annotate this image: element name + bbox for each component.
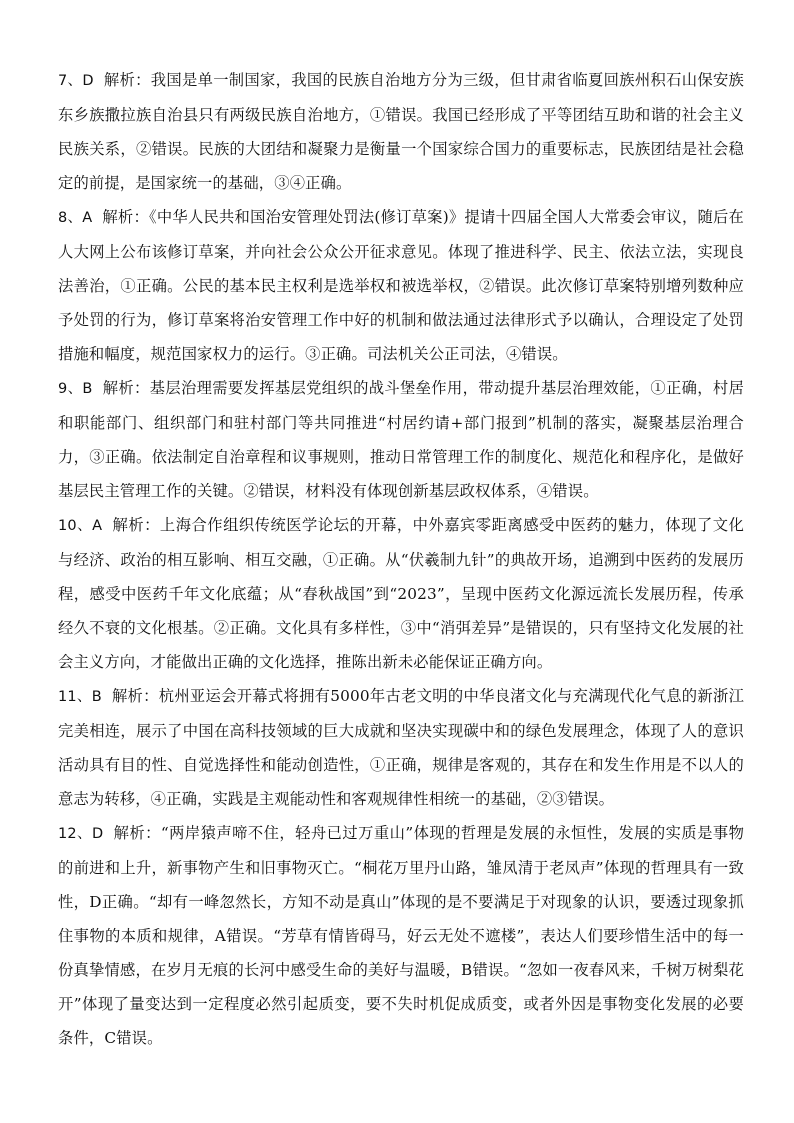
question-number: 8、A	[58, 210, 93, 226]
question-number: 12、D	[58, 826, 104, 842]
analysis-text: 杭州亚运会开幕式将拥有5000年古老文明的中华良渚文化与充满现代化气息的新浙江完美相连，展示了中国在高科技领域的巨大成就和坚决实现碳中和的绿色发展理念，体现了人的意识活动具有目的性、自觉选择性和能动创造性，①正确，规律是客观的，其存在和发生作用是不以人的意志为转移，④正确，实践是主观能动性和客观规律性相统一的基础，②③错误。	[58, 687, 745, 808]
analysis-text: 我国是单一制国家，我国的民族自治地方分为三级，但甘肃省临夏回族州积石山保安族东乡族撒拉族自治县只有两级民族自治地方，①错误。我国已经形成了平等团结互助和谐的社会主义民族关系，②错误。民族的大团结和凝聚力是衡量一个国家综合国力的重要标志，民族团结是社会稳定的前提，是国家统一的基础，③④正确。	[58, 71, 745, 192]
question-number: 11、B	[58, 689, 102, 705]
answer-item-10	[58, 508, 744, 679]
answer-item-12	[58, 816, 744, 1055]
analysis-label: 解析：	[102, 208, 149, 226]
question-number: 7、D	[58, 73, 94, 89]
analysis-label: 解析：	[111, 687, 159, 705]
analysis-label: 解析：	[113, 824, 161, 842]
analysis-text: 基层治理需要发挥基层党组织的战斗堡垒作用，带动提升基层治理效能，①正确，村居和职能部门、组织部门和驻村部门等共同推进“村居约请+部门报到”机制的落实，凝聚基层治理合力，③正确。依法制定自治章程和议事规则，推动日常管理工作的制度化、规范化和程序化，是做好基层民主管理工作的关键。②错误，材料没有体现创新基层政权体系，④错误。	[58, 379, 745, 500]
analysis-text: 《中华人民共和国治安管理处罚法(修订草案)》提请十四届全国人大常委会审议，随后在人大网上公布该修订草案，并向社会公众公开征求意见。体现了推进科学、民主、依法立法，实现良法善治，①正确。公民的基本民主权利是选举权和被选举权，②错误。此次修订草案特别增列数种应予处罚的行为，修订草案将治安管理工作中好的机制和做法通过法律形式予以确认，合理设定了处罚措施和幅度，规范国家权力的运行。③正确。司法机关公正司法，④错误。	[58, 208, 744, 363]
answer-item-11	[58, 679, 744, 816]
answer-item-8	[58, 200, 744, 371]
analysis-label: 解析：	[112, 516, 160, 534]
answer-item-9	[58, 371, 744, 508]
answer-item-7	[58, 63, 744, 200]
analysis-text: 上海合作组织传统医学论坛的开幕，中外嘉宾零距离感受中医药的魅力，体现了文化与经济、政治的相互影响、相互交融，①正确。从“伏羲制九针”的典故开场，追溯到中医药的发展历程，感受中医药千年文化底蕴；从“春秋战国”到“2023”，呈现中医药文化源远流长发展历程，传承经久不衰的文化根基。②正确。文化具有多样性，③中“消弭差异”是错误的，只有坚持文化发展的社会主义方向，才能做出正确的文化选择，推陈出新未必能保证正确方向。	[58, 516, 744, 671]
question-number: 9、B	[58, 381, 93, 397]
answer-explanations-page	[58, 63, 744, 1055]
question-number: 10、A	[58, 518, 103, 534]
analysis-label: 解析：	[102, 379, 150, 397]
analysis-text: “两岸猿声啼不住，轻舟已过万重山”体现的哲理是发展的永恒性，发展的实质是事物的前进和上升，新事物产生和旧事物灭亡。“桐花万里丹山路，雏凤清于老凤声”体现的哲理具有一致性，D正确。“却有一峰忽然长，方知不动是真山”体现的是不要满足于对现象的认识，要透过现象抓住事物的本质和规律，A错误。“芳草有情皆碍马，好云无处不遮楼”，表达人们要珍惜生活中的每一份真挚情感，在岁月无痕的长河中感受生命的美好与温暖，B错误。“忽如一夜春风来，千树万树梨花开”体现了量变达到一定程度必然引起质变，要不失时机促成质变，或者外因是事物变化发展的必要条件，C错误。	[58, 824, 745, 1047]
analysis-label: 解析：	[103, 71, 151, 89]
